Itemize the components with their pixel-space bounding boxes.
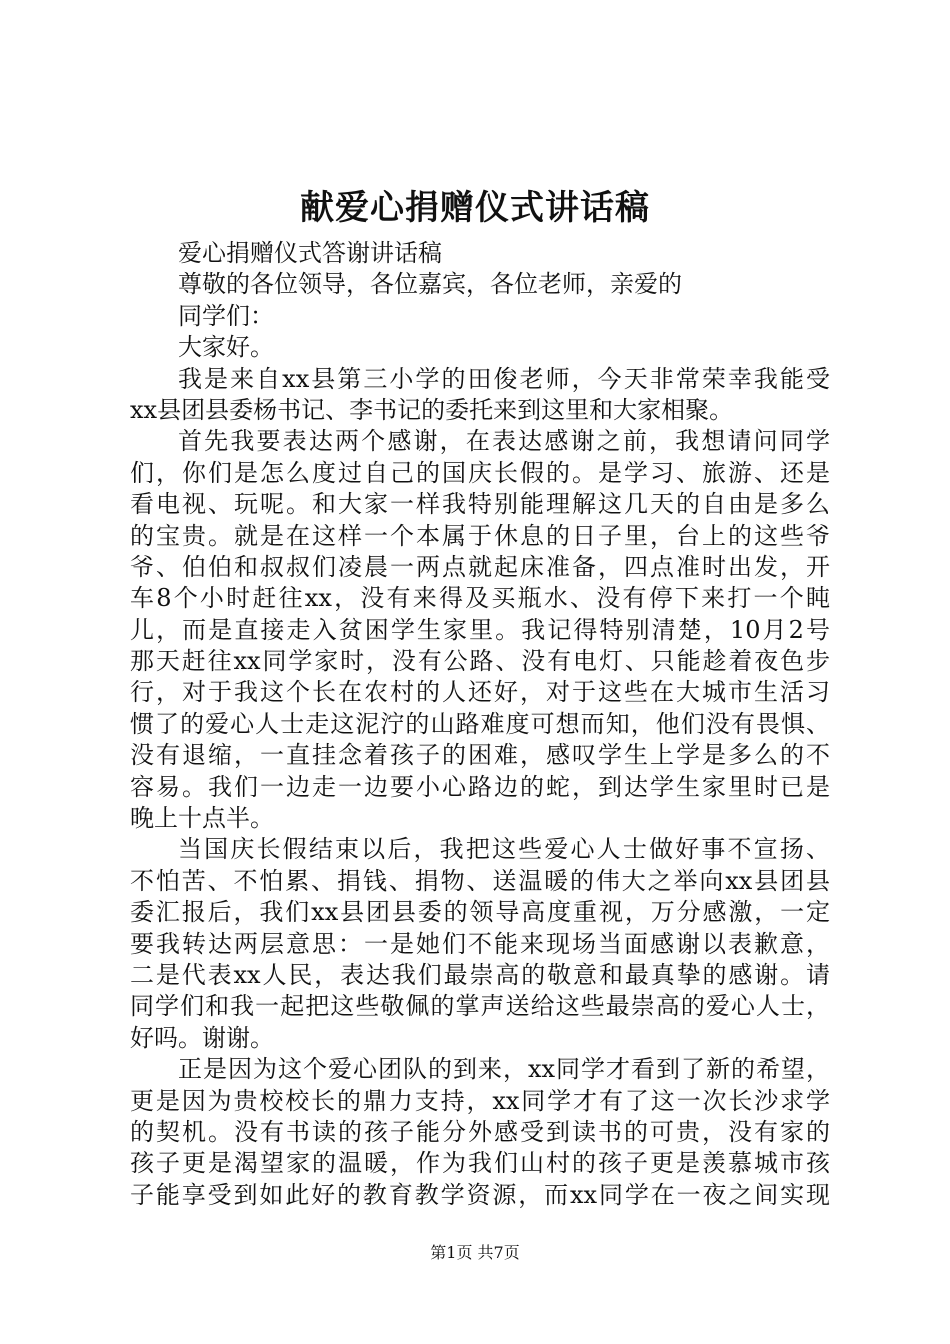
body-line: 更是因为贵校校长的鼎力支持，xx同学才有了这一次长沙求学 — [130, 1086, 830, 1115]
body-line: 要我转达两层意思：一是她们不能来现场当面感谢以表歉意， — [130, 929, 830, 958]
body-line: 好吗。谢谢。 — [130, 1023, 274, 1052]
body-line: 首先我要表达两个感谢，在表达感谢之前，我想请问同学 — [178, 427, 830, 456]
body-line: 爱心捐赠仪式答谢讲话稿 — [178, 239, 442, 267]
page-footer: 第1页 共7页 — [430, 1243, 520, 1262]
body-line: 车8个小时赶往xx，没有来得及买瓶水、没有停下来打一个盹 — [130, 584, 830, 613]
body-line: 不怕苦、不怕累、捐钱、捐物、送温暖的伟大之举向xx县团县 — [130, 866, 830, 895]
body-line: 正是因为这个爱心团队的到来，xx同学才看到了新的希望， — [178, 1055, 830, 1084]
body-line: 爷、伯伯和叔叔们凌晨一两点就起床准备，四点准时出发，开 — [130, 552, 830, 581]
body-line: 行，对于我这个长在农村的人还好，对于这些在大城市生活习 — [130, 678, 830, 707]
body-line: 二是代表xx人民，表达我们最崇高的敬意和最真挚的感谢。请 — [130, 960, 830, 989]
body-line: 委汇报后，我们xx县团县委的领导高度重视，万分感激，一定 — [130, 898, 830, 927]
body-line: 的宝贵。就是在这样一个本属于休息的日子里，台上的这些爷 — [130, 521, 830, 550]
body-line: 大家好。 — [178, 333, 274, 362]
body-line: 孩子更是渴望家的温暖，作为我们山村的孩子更是羡慕城市孩 — [130, 1149, 830, 1178]
body-line: 那天赶往xx同学家时，没有公路、没有电灯、只能趁着夜色步 — [130, 647, 830, 676]
body-line: 晚上十点半。 — [130, 804, 274, 833]
body-line: 惯了的爱心人士走这泥泞的山路难度可想而知，他们没有畏惧、 — [130, 709, 830, 738]
body-line: 尊敬的各位领导，各位嘉宾，各位老师，亲爱的 — [178, 270, 682, 299]
body-line: xx县团县委杨书记、李书记的委托来到这里和大家相聚。 — [130, 395, 734, 424]
body-line: 们，你们是怎么度过自己的国庆长假的。是学习、旅游、还是 — [130, 458, 830, 487]
body-line: 没有退缩，一直挂念着孩子的困难，感叹学生上学是多么的不 — [130, 741, 830, 770]
document-body — [130, 238, 830, 1211]
body-line: 容易。我们一边走一边要小心路边的蛇，到达学生家里时已是 — [130, 772, 830, 801]
body-line: 子能享受到如此好的教育教学资源，而xx同学在一夜之间实现 — [130, 1180, 830, 1209]
document-title: 献爱心捐赠仪式讲话稿 — [300, 188, 650, 228]
body-line: 同学们和我一起把这些敬佩的掌声送给这些最崇高的爱心人士， — [130, 992, 830, 1021]
body-line: 我是来自xx县第三小学的田俊老师，今天非常荣幸我能受 — [178, 364, 830, 393]
body-line: 当国庆长假结束以后，我把这些爱心人士做好事不宣扬、 — [178, 835, 830, 864]
body-line: 同学们： — [178, 301, 274, 330]
body-line: 的契机。没有书读的孩子能分外感受到读书的可贵，没有家的 — [130, 1117, 830, 1146]
body-line: 看电视、玩呢。和大家一样我特别能理解这几天的自由是多么 — [130, 490, 830, 519]
body-line: 儿，而是直接走入贫困学生家里。我记得特别清楚，10月2号 — [130, 615, 830, 644]
